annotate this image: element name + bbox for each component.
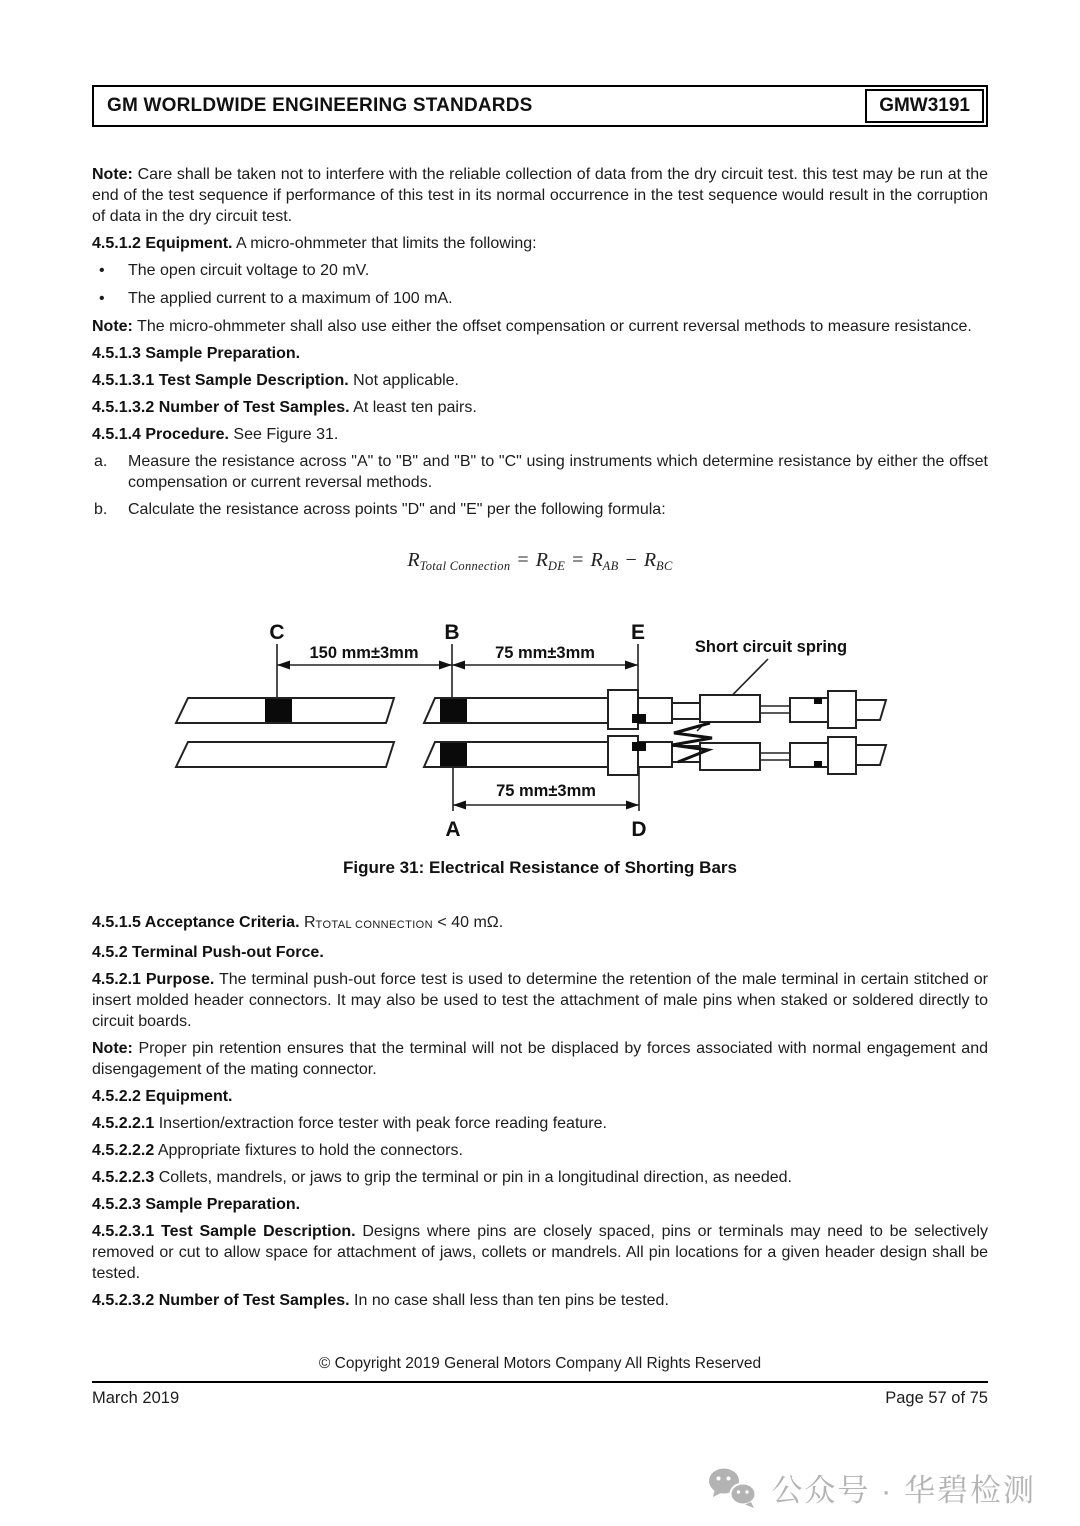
point-label-d: D: [631, 818, 647, 841]
section-4515-acceptance-criteria: 4.5.1.5 Acceptance Criteria. RTOTAL CONNECTION < 40 mΩ.: [92, 914, 504, 931]
figure-caption: Figure 31: Electrical Resistance of Shorting Bars: [343, 858, 737, 877]
section-4522-equipment: 4.5.2.2 Equipment.: [92, 1088, 233, 1105]
document-body: [92, 164, 988, 1409]
section-45223-collets: 4.5.2.2.3 Collets, mandrels, or jaws to grip the terminal or pin in a longitudinal direction, as needed.: [92, 1169, 792, 1186]
section-4523-sample-preparation: 4.5.2.3 Sample Preparation.: [92, 1196, 301, 1213]
footer-page-number: Page 57 of 75: [885, 1389, 988, 1407]
section-4514-procedure: 4.5.1.4 Procedure. See Figure 31.: [92, 426, 339, 443]
section-452-terminal-push-out-force: 4.5.2 Terminal Push-out Force.: [92, 944, 324, 961]
point-label-c: C: [269, 621, 285, 644]
page-footer: [92, 1388, 988, 1409]
list-item: • The open circuit voltage to 20 mV.: [92, 260, 988, 281]
section-45221-force-tester: 4.5.2.2.1 Insertion/extraction force tester with peak force reading feature.: [92, 1115, 607, 1132]
document-header: [92, 85, 988, 127]
section-45132-number-of-test-samples: 4.5.1.3.2 Number of Test Samples. At least ten pairs.: [92, 399, 477, 416]
figure-31: [92, 619, 988, 847]
procedure-step-b: b. Calculate the resistance across points "D" and "E" per the following formula:: [94, 501, 666, 518]
note-label: Note:: [92, 1040, 133, 1057]
section-45222-fixtures: 4.5.2.2.2 Appropriate fixtures to hold the connectors.: [92, 1142, 463, 1159]
equipment-bullet-list: [92, 260, 988, 309]
watermark-text: 公众号 · 华碧检测: [771, 1473, 1036, 1508]
procedure-step-a: a. Measure the resistance across "A" to "B" and "B" to "C" using instruments which determine resistance by either the offset compensation or current reversal methods.: [94, 453, 988, 491]
standards-title: GM WORLDWIDE ENGINEERING STANDARDS: [107, 95, 533, 116]
section-4513-sample-preparation: 4.5.1.3 Sample Preparation.: [92, 345, 301, 362]
dimension-a-d: 75 mm±3mm: [496, 782, 596, 800]
resistance-formula: $R_{Total Connection} = R_{DE} = R_{AB} - R_{BC}$: [407, 549, 673, 573]
section-4521-purpose: 4.5.2.1 Purpose. The terminal push-out force test is used to determine the retention of the male terminal in certain stitched or insert molded header connectors. It may also be used to test the attachment of male pins when staked or soldered directly to circuit boards.: [92, 971, 988, 1030]
wechat-icon: [707, 1467, 759, 1509]
note-dry-circuit: Note: Care shall be taken not to interfere with the reliable collection of data from the dry circuit test. this test may be run at the end of the test sequence if performance of this test in its normal occurrence in the test sequence would result in the corruption of data in the dry circuit test.: [92, 166, 988, 225]
point-label-b: B: [444, 621, 460, 644]
point-label-a: A: [445, 818, 461, 841]
shorting-bars-diagram: [170, 619, 910, 847]
footer-divider: [92, 1381, 988, 1383]
list-item: • The applied current to a maximum of 100 mA.: [92, 288, 988, 309]
note-micro-ohmmeter: Note: The micro-ohmmeter shall also use either the offset compensation or current reversal methods to measure resistance.: [92, 318, 972, 335]
point-label-e: E: [630, 621, 646, 644]
dimension-c-b: 150 mm±3mm: [309, 644, 419, 662]
section-45231-test-sample-description: 4.5.2.3.1 Test Sample Description. Designs where pins are closely spaced, pins or terminals may need to be selectively removed or cut to allow space for attachment of jaws, collets or mandrels. All pin locations for a given header design shall be tested.: [92, 1223, 988, 1282]
footer-date: March 2019: [92, 1389, 180, 1407]
note-pin-retention: Note: Proper pin retention ensures that the terminal will not be displaced by forces associated with normal engagement and disengagement of the mating connector.: [92, 1040, 988, 1078]
note-label: Note:: [92, 318, 133, 335]
section-4512-equipment: 4.5.1.2 Equipment. A micro-ohmmeter that limits the following:: [92, 235, 537, 252]
note-label: Note:: [92, 166, 133, 183]
document-number: GMW3191: [865, 89, 984, 123]
section-45232-number-of-test-samples: 4.5.2.3.2 Number of Test Samples. In no case shall less than ten pins be tested.: [92, 1292, 669, 1309]
copyright-line: © Copyright 2019 General Motors Company All Rights Reserved: [318, 1355, 762, 1372]
dimension-b-e: 75 mm±3mm: [495, 644, 595, 662]
spring-label: Short circuit spring: [694, 638, 848, 656]
section-45131-test-sample-description: 4.5.1.3.1 Test Sample Description. Not applicable.: [92, 372, 459, 389]
wechat-watermark: [707, 1465, 1036, 1510]
